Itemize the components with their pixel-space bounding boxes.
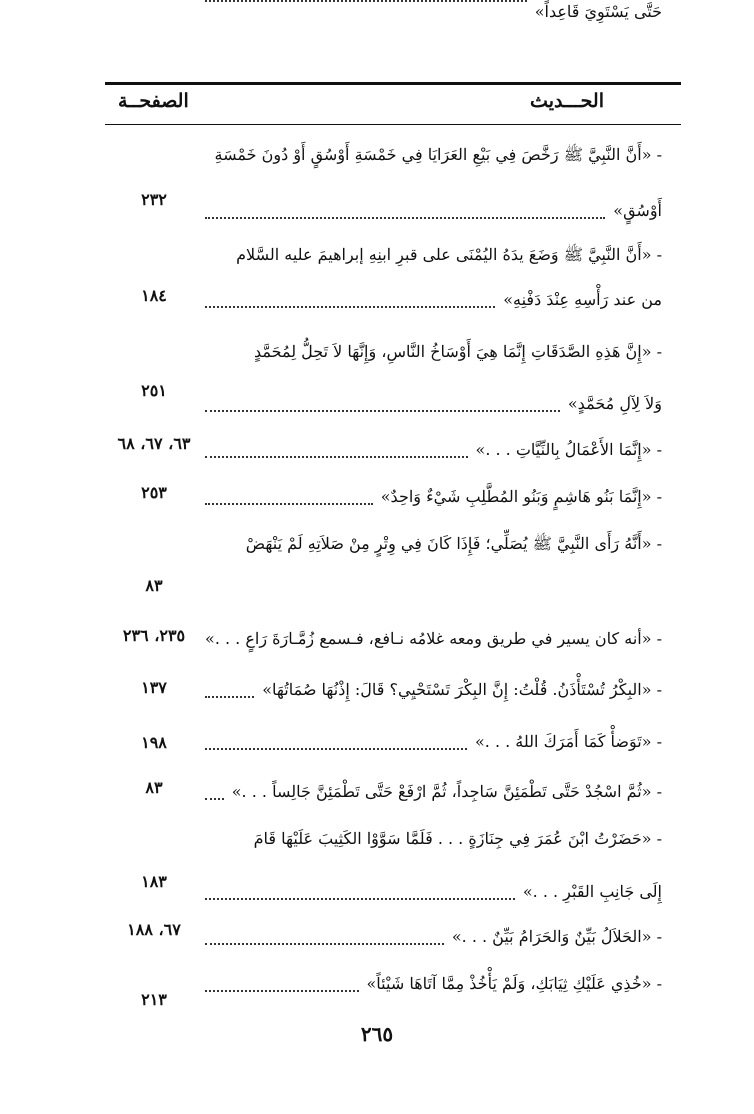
page-number: ٢٦٥ [360, 1022, 394, 1046]
page-reference: ٢١٣ [141, 990, 167, 1009]
hadith-entry-line: وَلاَ لِآلِ مُحَمَّدٍ» [567, 394, 662, 413]
dotted-leader [205, 217, 605, 219]
page-reference: ٢٥١ [141, 381, 167, 400]
dotted-leader [205, 748, 467, 750]
dotted-leader [205, 696, 254, 698]
dotted-leader [205, 898, 515, 900]
dotted-leader [205, 410, 560, 412]
dotted-leader [205, 306, 495, 308]
hadith-entry-line: - «أَنَّ النَّبِيَّ ﷺ وَضَعَ يدَهُ اليُمْنَى على قبرِ ابنِهِ إبراهيمَ عليه السَّلام [236, 245, 662, 264]
hadith-entry-line: - «إِنَّمَا الأَعْمَالُ بِالنِّيَّاتِ . . .» [475, 440, 662, 459]
page-reference: ٦٣، ٦٧، ٦٨ [117, 434, 191, 453]
dotted-leader [205, 503, 373, 505]
hadith-entry-line: حَتَّى يَسْتَوِيَ قَاعِداً» [534, 2, 662, 21]
hadith-entry-line: - «ثُمَّ اسْجُدْ حَتَّى تَطْمَئِنَّ سَاجِداً، ثُمَّ ارْفَعْ حَتَّى تَطْمَئِنَّ جَالِساً . . .» [231, 782, 662, 801]
page-reference: ١٨٣ [141, 872, 167, 891]
hadith-entry-line: - «البِكْرُ تُسْتَأْذَنُ. قُلْتُ: إِنَّ البِكْرَ تَسْتَحْيِي؟ قَالَ: إِذْنُهَا صُمَاتُهَا» [262, 680, 662, 699]
dotted-leader [205, 0, 527, 2]
hadith-entry-line: - «إِنَّمَا بَنُو هَاشِمٍ وَبَنُو المُطَّلِبِ شَيْءٌ وَاحِدٌ» [380, 487, 662, 506]
column-header-page: الصفحــة [118, 90, 189, 112]
header-bottom-rule [105, 124, 681, 125]
page-reference: ١٩٨ [141, 733, 167, 752]
page-reference: ٨٣ [145, 778, 163, 797]
column-header-hadith: الحـــديث [530, 90, 604, 112]
hadith-entry-line: إِلَى جَانِبِ القَبْرِ . . .» [522, 882, 662, 901]
hadith-entry-line: - «أنه كان يسير في طريق ومعه غلامُه نـافع، فـسمع زُمَّـارَةَ رَاعٍ . . .» [205, 629, 662, 648]
page-reference: ٢٣٢ [141, 190, 167, 209]
header-top-rule [105, 82, 681, 85]
dotted-leader [205, 456, 468, 458]
hadith-entry-line: - «حَضَرْتُ ابْنَ عُمَرَ فِي جِنَازَةٍ . . . فَلَمَّا سَوَّوْا الكَثِيبَ عَلَيْهَا قَامَ [253, 829, 662, 848]
hadith-entry-line: - «إِنَّ هَذِهِ الصَّدَقَاتِ إِنَّمَا هِيَ أَوْسَاخُ النَّاسِ، وَإِنَّهَا لاَ تَحِلُّ لِمُحَمَّدٍ [253, 342, 662, 361]
hadith-entry-line: أَوْسُقٍ» [613, 201, 662, 220]
dotted-leader [205, 990, 359, 992]
page-reference: ٢٥٣ [141, 483, 167, 502]
hadith-entry-line: - «أَنَّ النَّبِيَّ ﷺ رَخَّصَ فِي بَيْعِ العَرَايَا فِي خَمْسَةِ أَوْسُقٍ أَوْ دُونَ خَمْسَةِ [214, 145, 662, 164]
hadith-entry-line: - «تَوَضأْ كَمَا أَمَرَكَ اللهُ . . .» [475, 732, 662, 751]
page-reference: ١٨٤ [141, 286, 167, 305]
page-reference: ٦٧، ١٨٨ [127, 920, 181, 939]
page-reference: ٢٣٥، ٢٣٦ [122, 626, 186, 645]
hadith-entry-line: - «الحَلاَلُ بَيِّنٌ وَالحَرَامُ بَيِّنٌ . . .» [451, 927, 662, 946]
hadith-entry-line: - «خُذِي عَلَيْكِ ثِيَابَكِ، وَلَمْ يَأْخُذْ مِمَّا آتَاهَا شَيْئاً» [366, 974, 662, 993]
hadith-entry-line: من عند رَأْسِهِ عِنْدَ دَفْنِهِ» [503, 290, 662, 309]
dotted-leader [205, 943, 444, 945]
hadith-entry-line: - «أَنَّهُ رَأَى النَّبِيَّ ﷺ يُصَلِّي؛ فَإِذَا كَانَ فِي وِتْرٍ مِنْ صَلاَتِهِ لَمْ يَنْهَضْ [245, 534, 662, 553]
dotted-leader [205, 798, 224, 800]
page-reference: ٨٣ [145, 576, 163, 595]
page-reference: ١٣٧ [141, 678, 167, 697]
